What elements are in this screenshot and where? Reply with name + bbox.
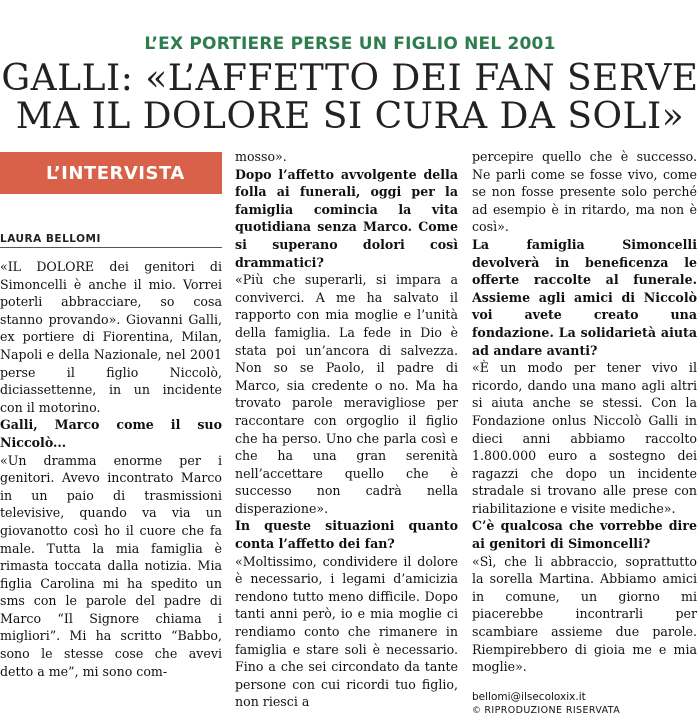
- headline: [0, 60, 700, 136]
- question: Galli, Marco come il suo Niccolò...: [0, 417, 222, 450]
- paragraph: mosso».: [235, 149, 287, 164]
- copyright-text: RIPRODUZIONE RISERVATA: [484, 704, 621, 716]
- article-column-2: [235, 148, 458, 711]
- author-email[interactable]: bellomi@ilsecoloxix.it: [472, 690, 586, 703]
- question: C’è qualcosa che vorrebbe dire ai genitori di Simoncelli?: [472, 518, 697, 552]
- article-column-3: [472, 148, 697, 718]
- paragraph: «È un modo per tener vivo il ricordo, dando una mano agli altri si aiuta anche se stessi. Con la Fondazione onlus Niccolò Galli in dieci anni abbiamo raccolto 1.800.000 euro a sostegno dei ragazzi che dopo un incidente stradale si trovano alle prese con riabilitazione e visite mediche».: [472, 360, 697, 516]
- paragraph: «Un dramma enorme per i genitori. Avevo incontrato Marco in un paio di trasmissioni televisive, quando va via un giovanotto così ho il cuore che fa male. Tutta la mia famiglia è rimasta toccata dalla notizia. Mia figlia Carolina mi ha spedito un sms con le parole del padre di Marco “Il Signore chiama i migliori”. Mi ha scritto “Babbo, sono le stesse cose che avevi detto a me”, mi sono com-: [0, 452, 222, 679]
- byline: LAURA BELLOMI: [0, 233, 101, 245]
- paragraph: «Più che superarli, si impara a conviverci. A me ha salvato il rapporto con mia moglie e l’unità della famiglia. La fede in Dio è stata poi un’ancora di salvezza. Non so se Paolo, il padre di Marco, sia credente o no. Ma ha trovato parole meravigliose per raccontare con orgoglio il figlio che ha perso. Uno che parla così e che ha una gran serenità nell’accettare quello che è successo non cadrà nella disperazione».: [235, 272, 458, 516]
- kicker: L’EX PORTIERE PERSE UN FIGLIO NEL 2001: [144, 34, 556, 54]
- article-column-1: [0, 258, 222, 680]
- headline-line-2: MA IL DOLORE SI CURA DA SOLI»: [15, 96, 685, 137]
- copyright-icon: ©: [472, 705, 482, 716]
- question: In queste situazioni quanto conta l’affetto dei fan?: [235, 518, 458, 552]
- section-tag: L’INTERVISTA: [0, 152, 222, 194]
- copyright-notice: [472, 704, 697, 718]
- headline-line-1: GALLI: «L’AFFETTO DEI FAN SERVE: [1, 58, 699, 99]
- question: Dopo l’affetto avvolgente della folla ai funerali, oggi per la famiglia comincia la vita quotidiana senza Marco. Come si superano dolori così drammatici?: [235, 166, 458, 270]
- byline-divider: [0, 247, 222, 248]
- author-signature: [472, 690, 697, 718]
- paragraph: percepire quello che è successo. Ne parli come se fosse vivo, come se non fosse presente solo perché ad esempio è in ritardo, ma non è così».: [472, 149, 697, 235]
- paragraph: «IL DOLORE dei genitori di Simoncelli è anche il mio. Vorrei poterli abbracciare, so cosa stanno provando». Giovanni Galli, ex portiere di Fiorentina, Milan, Napoli e della Nazionale, nel 2001 perse il figlio Niccolò, diciassettenne, in un incidente con il motorino.: [0, 259, 222, 415]
- question: La famiglia Simoncelli devolverà in beneficenza le offerte raccolte al funerale. Assieme agli amici di Niccolò voi avete creato una fondazione. La solidarietà aiuta ad andare avanti?: [472, 236, 697, 358]
- paragraph: «Moltissimo, condividere il dolore è necessario, i legami d’amicizia rendono tutto meno difficile. Dopo tanti anni però, io e mia moglie ci rendiamo conto che rimanere in famiglia e stare soli è necessario. Fino a che sei circondato da tante persone con cui ricordi tuo figlio, non riesci a: [235, 553, 458, 710]
- paragraph: «Sì, che li abbraccio, soprattutto la sorella Martina. Abbiamo amici in comune, un giorno mi piacerebbe incontrarli per scambiare assieme due parole. Riempirebbero di gioia me e mia moglie».: [472, 553, 697, 675]
